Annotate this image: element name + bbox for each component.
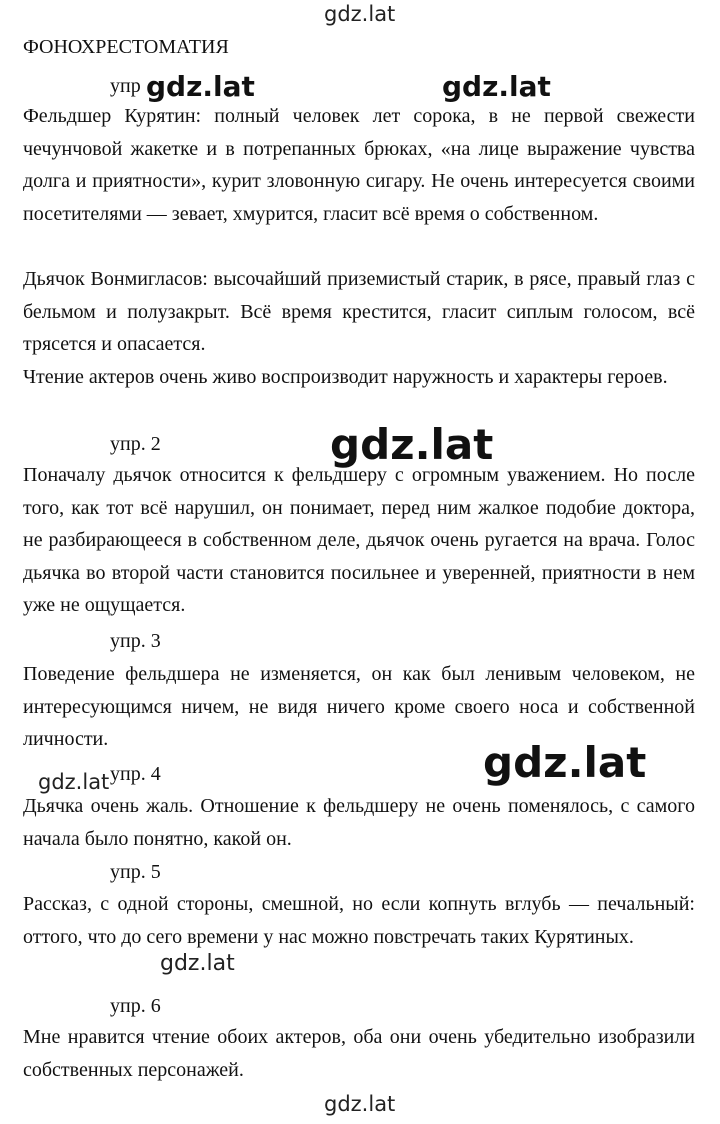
- exercise-1-paragraph-1: Фельдшер Курятин: полный человек лет сорока, в не первой свежести чечунчовой жакетке и в потрепанных брюках, «на лице выражение чувства долга и приятности», курит зловонную сигару. Не очень интересуется своими посетителями — зевает, хмурится, гласит всё время о собственном.: [23, 105, 695, 225]
- watermark-ex1-left: gdz.lat: [146, 70, 255, 103]
- exercise-3-label: упр. 3: [110, 630, 161, 652]
- exercise-1-paragraph-2: Дьячок Вонмигласов: высочайший приземистый старик, в рясе, правый глаз с бельмом и полузакрыт. Всё время крестится, гласит сиплым голосом, всё трясется и опасается.: [23, 268, 695, 356]
- section-heading: ФОНОХРЕСТОМАТИЯ: [23, 36, 229, 58]
- exercise-2-paragraph-1: Поначалу дьячок относится к фельдшеру с огромным уважением. Но после того, как тот всё нарушил, он понимает, перед ним жалкое подобие доктора, не разбирающееся в собственном деле, дьячок очень ругается на врача. Голос дьячка во второй части становится посильнее и уверенней, приятности в нем уже не ощущается.: [23, 464, 695, 617]
- exercise-6-label: упр. 6: [110, 995, 161, 1017]
- watermark-top: gdz.lat: [324, 2, 396, 26]
- exercise-1-paragraph-3: Чтение актеров очень живо воспроизводит наружность и характеры героев.: [23, 366, 668, 388]
- watermark-ex4-left: gdz.lat: [38, 770, 110, 794]
- watermark-ex5: gdz.lat: [160, 951, 235, 976]
- exercise-3-paragraph-1: Поведение фельдшера не изменяется, он как был ленивым человеком, не интересующимся ничем, не видя ничего кроме своего носа и собственной личности.: [23, 663, 695, 751]
- exercise-1-label: упр: [110, 75, 141, 97]
- watermark-ex2: gdz.lat: [330, 420, 494, 469]
- exercise-5-paragraph-1: Рассказ, с одной стороны, смешной, но если копнуть вглубь — печальный: оттого, что до сего времени у нас можно повстречать таких Курятиных.: [23, 893, 695, 948]
- watermark-ex1-right: gdz.lat: [442, 70, 551, 103]
- exercise-5-label: упр. 5: [110, 861, 161, 883]
- watermark-ex4-right: gdz.lat: [483, 738, 647, 787]
- exercise-4-paragraph-1: Дьячка очень жаль. Отношение к фельдшеру не очень поменялось, с самого начала было понятно, какой он.: [23, 795, 695, 850]
- watermark-bottom: gdz.lat: [324, 1092, 396, 1116]
- exercise-6-paragraph-1: Мне нравится чтение обоих актеров, оба они очень убедительно изобразили собственных персонажей.: [23, 1026, 695, 1081]
- exercise-4-label: упр. 4: [110, 763, 161, 785]
- exercise-2-label: упр. 2: [110, 433, 161, 455]
